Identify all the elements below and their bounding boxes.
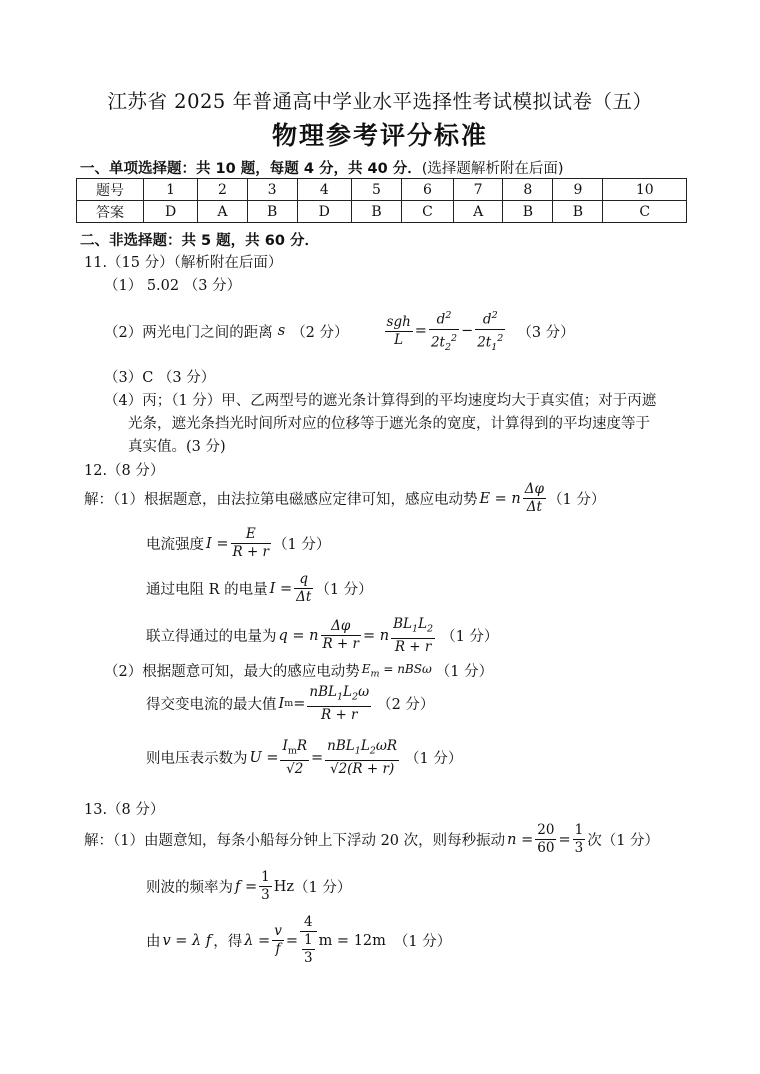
q12-line3-score: （1 分）	[315, 582, 373, 598]
table-cell: B	[553, 201, 603, 223]
q13-header: 13.（8 分）	[84, 802, 165, 818]
table-cell: 1	[144, 179, 198, 201]
q12-voltage-formula: U = $\frac{I_mR}{√2}$ = $\frac{nBL_1L_2\omega R}{√2(R + r)}$	[249, 738, 398, 777]
q13-line3-text2: ，得	[213, 934, 243, 950]
q12-line5-score: （1 分）	[435, 664, 494, 680]
q13-wave-relation: v = λ f	[162, 932, 212, 949]
page-title: 物理参考评分标准	[271, 121, 488, 150]
table-cell: C	[402, 201, 454, 223]
table-row-label: 题号	[77, 179, 144, 201]
table-row-numbers	[77, 179, 687, 201]
q11-part2	[104, 307, 575, 356]
q11-part4-line3: 真实值。(3 分)	[128, 439, 226, 455]
q12-line2-score: （1 分）	[273, 537, 331, 553]
q11-header: 11.（15 分）（解析附在后面）	[84, 255, 283, 271]
table-cell: D	[297, 201, 351, 223]
q12-line4	[146, 616, 498, 656]
q13-line1-tail: 次（1 分）	[587, 833, 660, 849]
q11-part2-score: （2 分）	[291, 324, 349, 341]
table-cell: C	[603, 201, 687, 223]
q11-equation: $\frac{\text{sgh}}{L}$ = $\frac{d^2}{2t_2^2}$ − $\frac{d^2}{2t_1^2}$	[383, 307, 508, 356]
q11-part2-var: s	[277, 323, 286, 340]
q12-line7-text: 则电压表示数为	[146, 751, 248, 768]
table-cell: 8	[503, 179, 553, 201]
table-cell: B	[351, 201, 401, 223]
q13-line3-score: （1 分）	[393, 934, 452, 950]
q11-part1: （1） 5.02 （3 分）	[104, 278, 242, 294]
table-cell: 7	[453, 179, 502, 201]
table-cell: 3	[247, 179, 297, 201]
table-row-label: 答案	[77, 201, 144, 223]
table-row-answers	[77, 201, 687, 223]
q12-line5-text: （2）根据题意可知，最大的感应电动势	[104, 664, 360, 680]
q12-line7-score: （1 分）	[405, 751, 463, 768]
q12-line2	[146, 526, 330, 561]
q12-line6-text: 得交变电流的最大值	[146, 697, 277, 714]
table-cell: 10	[603, 179, 687, 201]
table-cell: B	[247, 201, 297, 223]
q11-equation-score: （3 分）	[517, 324, 575, 341]
q12-line2-text: 电流强度	[146, 537, 204, 553]
q13-line3-text1: 由	[146, 934, 161, 950]
q12-line3	[146, 571, 373, 606]
q12-total-charge-formula: q = n $\frac{\Delta\varphi}{R + r}$ = n $\frac{BL_1L_2}{R + r}$	[278, 616, 434, 655]
exam-title: 江苏省 2025 年普通高中学业水平选择性考试模拟试卷（五）	[107, 90, 653, 113]
q13-line2	[146, 869, 351, 904]
q12-max-emf-formula: $E_m = nBS\omega$	[361, 661, 432, 680]
section1-heading-text: 一、单项选择题：共 10 题，每题 4 分，共 40 分．	[80, 161, 422, 177]
q13-line2-text: 则波的频率为	[146, 880, 233, 896]
table-cell: A	[198, 201, 247, 223]
q13-wave-frequency-formula: f = $\frac{1}{3}$ Hz	[235, 869, 295, 903]
q12-line6	[146, 684, 434, 724]
q13-line1	[84, 822, 659, 857]
q12-line1-text: 解：（1）根据题意，由法拉第电磁感应定律可知，感应电动势	[84, 492, 478, 508]
table-cell: 6	[402, 179, 454, 201]
q11-part2-text: （2）两光电门之间的距离	[104, 324, 273, 341]
q11-part4-line2: 光条，遮光条挡光时间所对应的位移等于遮光条的宽度，计算得到的平均速度等于	[128, 416, 650, 432]
answer-table	[76, 178, 687, 223]
section2-heading: 二、非选择题：共 5 题，共 60 分．	[80, 233, 319, 249]
q13-line3	[146, 914, 451, 967]
q12-max-current-formula: I m = $\frac{nBL_1L_2\omega}{R + r}$	[278, 684, 370, 723]
table-cell: 2	[198, 179, 247, 201]
q12-line1-score: （1 分）	[547, 492, 606, 508]
q11-part4-line1: （4）丙；（1 分）甲、乙两型号的遮光条计算得到的平均速度均大于真实值；对于丙遮	[104, 393, 657, 409]
table-cell: 9	[553, 179, 603, 201]
q12-line1	[84, 481, 605, 516]
table-cell: 4	[297, 179, 351, 201]
q12-line7	[146, 738, 462, 778]
q12-current-formula: I = $\frac{E}{R + r}$	[206, 526, 270, 560]
q12-header: 12.（8 分）	[84, 463, 165, 479]
q12-line4-text: 联立得通过的电量为	[146, 629, 277, 646]
q13-frequency-calc: n = $\frac{20}{60}$ = $\frac{1}{3}$	[507, 822, 584, 856]
table-cell: 5	[351, 179, 401, 201]
q12-line5	[104, 660, 493, 681]
q12-line3-text: 通过电阻 R 的电量	[146, 582, 268, 598]
q12-line6-score: （2 分）	[377, 697, 435, 714]
q12-emf-formula: E = n $\frac{\Delta\varphi}{\Delta t}$	[479, 481, 544, 515]
q13-line2-score: （1 分）	[294, 880, 352, 896]
table-cell: B	[503, 201, 553, 223]
q13-line1-text: 解：（1）由题意知，每条小船每分钟上下浮动 20 次，则每秒振动	[84, 833, 506, 849]
table-cell: A	[453, 201, 502, 223]
section1-heading	[80, 157, 564, 178]
table-cell: D	[144, 201, 198, 223]
q13-wavelength-formula: λ = $\frac{v}{f}$ = $\frac{4}{\frac{1}{3}}$ m = 12m	[244, 914, 386, 966]
section1-note: (选择题解析附在后面)	[421, 161, 564, 177]
q11-part3: （3）C （3 分）	[104, 370, 216, 386]
q12-line4-score: （1 分）	[441, 629, 499, 646]
q12-charge-formula: I = $\frac{q}{\Delta t}$	[269, 571, 312, 605]
